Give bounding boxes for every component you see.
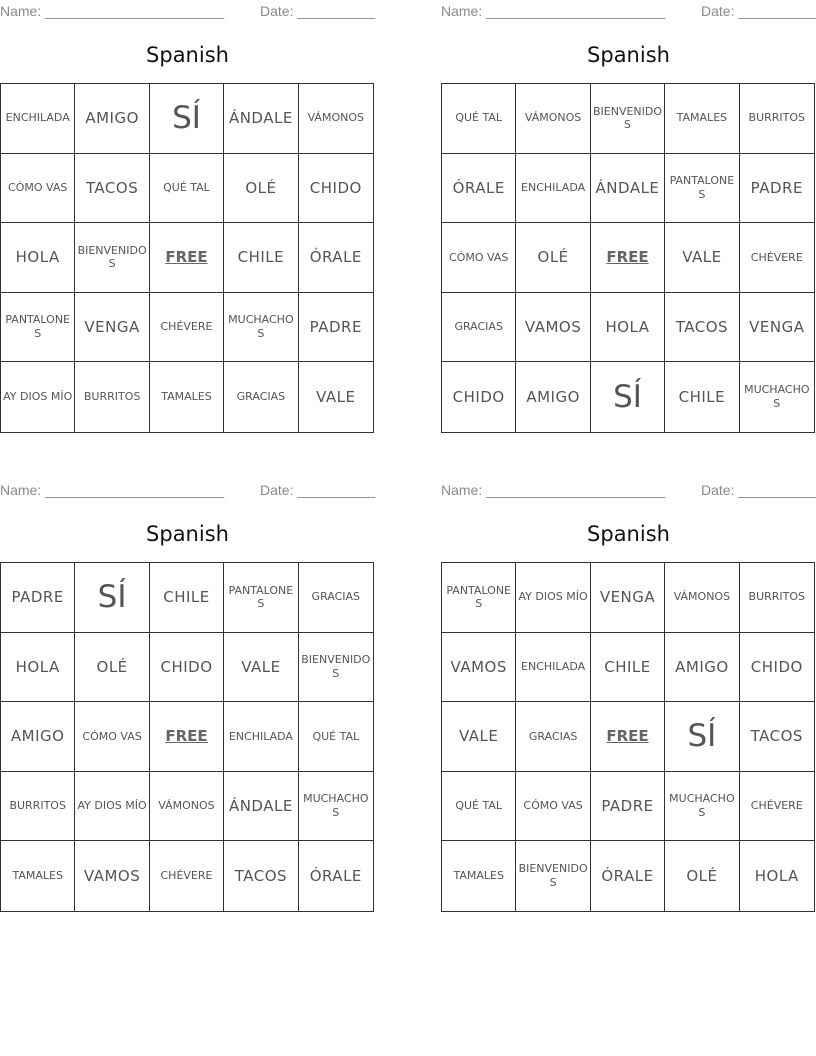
bingo-cell: GRACIAS — [299, 563, 373, 633]
free-space-cell: FREE — [150, 702, 224, 772]
bingo-cell: CHÉVERE — [740, 772, 814, 842]
name-field-label: Name: _______________________ — [441, 3, 666, 19]
bingo-cell: MUCHACHOS — [224, 293, 298, 363]
bingo-cell: HOLA — [591, 293, 665, 363]
bingo-cell: SÍ — [75, 563, 149, 633]
name-field-label: Name: _______________________ — [0, 482, 225, 498]
bingo-cell: TACOS — [224, 841, 298, 911]
bingo-cell: CHIDO — [442, 362, 516, 432]
date-field-label: Date: __________ — [701, 3, 816, 19]
bingo-cell: PANTALONES — [665, 154, 739, 224]
bingo-cell: ÓRALE — [299, 223, 373, 293]
bingo-cell: CÓMO VAS — [442, 223, 516, 293]
bingo-cell: CÓMO VAS — [1, 154, 75, 224]
bingo-cell: VÁMONOS — [150, 772, 224, 842]
bingo-cell: BIENVENIDOS — [516, 841, 590, 911]
bingo-cell: SÍ — [150, 84, 224, 154]
bingo-cell: AY DIOS MÍO — [516, 563, 590, 633]
card-title: Spanish — [587, 522, 670, 546]
bingo-cell: VAMOS — [516, 293, 590, 363]
bingo-cell: BIENVENIDOS — [75, 223, 149, 293]
bingo-cell: CHÉVERE — [740, 223, 814, 293]
bingo-cell: PADRE — [740, 154, 814, 224]
bingo-cell: CÓMO VAS — [75, 702, 149, 772]
bingo-cell: PADRE — [299, 293, 373, 363]
bingo-grid — [441, 562, 815, 912]
bingo-grid — [0, 562, 374, 912]
bingo-cell: ENCHILADA — [516, 154, 590, 224]
bingo-cell: ENCHILADA — [516, 633, 590, 703]
bingo-cell: TACOS — [75, 154, 149, 224]
bingo-cell: PANTALONES — [442, 563, 516, 633]
bingo-cell: BIENVENIDOS — [299, 633, 373, 703]
bingo-cell: CHIDO — [740, 633, 814, 703]
bingo-cell: VÁMONOS — [299, 84, 373, 154]
bingo-cell: AY DIOS MÍO — [75, 772, 149, 842]
bingo-cell: ÁNDALE — [591, 154, 665, 224]
bingo-cell: GRACIAS — [224, 362, 298, 432]
bingo-cell: CHÉVERE — [150, 293, 224, 363]
bingo-cell: AY DIOS MÍO — [1, 362, 75, 432]
bingo-cell: QUÉ TAL — [150, 154, 224, 224]
bingo-cell: OLÉ — [75, 633, 149, 703]
bingo-grid — [0, 83, 374, 433]
bingo-cell: ENCHILADA — [1, 84, 75, 154]
free-space-cell: FREE — [591, 702, 665, 772]
bingo-cell: VÁMONOS — [516, 84, 590, 154]
bingo-cell: VALE — [442, 702, 516, 772]
bingo-cell: VALE — [316, 387, 356, 406]
free-space-cell: FREE — [591, 223, 665, 293]
bingo-cell: AMIGO — [516, 362, 590, 432]
bingo-cell: MUCHACHOS — [744, 383, 810, 411]
bingo-cell: CHILE — [150, 563, 224, 633]
bingo-cell: AMIGO — [1, 702, 75, 772]
bingo-cell: ENCHILADA — [224, 702, 298, 772]
bingo-cell: OLÉ — [665, 841, 739, 911]
bingo-cell: CHILE — [591, 633, 665, 703]
bingo-cell: BIENVENIDOS — [591, 84, 665, 154]
bingo-cell: OLÉ — [516, 223, 590, 293]
bingo-cell: ÁNDALE — [224, 772, 298, 842]
bingo-cell: CÓMO VAS — [516, 772, 590, 842]
bingo-cell: VENGA — [75, 293, 149, 363]
bingo-cell: OLÉ — [224, 154, 298, 224]
bingo-cell: GRACIAS — [516, 702, 590, 772]
bingo-cell: TAMALES — [1, 841, 75, 911]
bingo-cell: VÁMONOS — [665, 563, 739, 633]
bingo-cell: TAMALES — [665, 84, 739, 154]
bingo-cell: CHILE — [224, 223, 298, 293]
name-field-label: Name: _______________________ — [0, 3, 225, 19]
bingo-cell: PANTALONES — [224, 563, 298, 633]
card-title: Spanish — [146, 43, 229, 67]
bingo-cell: QUÉ TAL — [299, 702, 373, 772]
bingo-cell: QUÉ TAL — [442, 772, 516, 842]
bingo-cell: CHIDO — [299, 154, 373, 224]
bingo-cell: TACOS — [740, 702, 814, 772]
bingo-cell: PANTALONES — [1, 293, 75, 363]
bingo-cell: CHILE — [665, 362, 739, 432]
bingo-cell: TAMALES — [442, 841, 516, 911]
bingo-cell: HOLA — [1, 633, 75, 703]
bingo-cell: BURRITOS — [740, 563, 814, 633]
bingo-cell: VENGA — [740, 293, 814, 363]
card-title: Spanish — [587, 43, 670, 67]
card-header — [0, 0, 375, 22]
bingo-cell: BURRITOS — [740, 84, 814, 154]
card-header — [441, 479, 816, 501]
bingo-cell: ÓRALE — [309, 866, 362, 885]
bingo-cell: BURRITOS — [75, 362, 149, 432]
bingo-cell: VAMOS — [442, 633, 516, 703]
card-header — [441, 0, 816, 22]
bingo-cell: CHÉVERE — [150, 841, 224, 911]
date-field-label: Date: __________ — [260, 482, 376, 498]
card-header — [0, 479, 375, 501]
bingo-cell: HOLA — [754, 866, 799, 885]
bingo-cell: AMIGO — [75, 84, 149, 154]
date-field-label: Date: __________ — [260, 3, 376, 19]
name-field-label: Name: _______________________ — [441, 482, 666, 498]
bingo-cell: TAMALES — [150, 362, 224, 432]
bingo-cell: MUCHACHOS — [665, 772, 739, 842]
bingo-cell: VAMOS — [75, 841, 149, 911]
date-field-label: Date: __________ — [701, 482, 816, 498]
bingo-cell: GRACIAS — [442, 293, 516, 363]
bingo-cell: VENGA — [591, 563, 665, 633]
bingo-cell: QUÉ TAL — [442, 84, 516, 154]
bingo-cell: ÓRALE — [591, 841, 665, 911]
bingo-cell: HOLA — [1, 223, 75, 293]
bingo-cell: TACOS — [665, 293, 739, 363]
bingo-cell: SÍ — [665, 702, 739, 772]
bingo-cell: CHIDO — [150, 633, 224, 703]
free-space-cell: FREE — [150, 223, 224, 293]
card-title: Spanish — [146, 522, 229, 546]
bingo-cell: BURRITOS — [1, 772, 75, 842]
bingo-cell: PADRE — [591, 772, 665, 842]
bingo-cell: ÁNDALE — [224, 84, 298, 154]
bingo-grid — [441, 83, 815, 433]
bingo-cell: SÍ — [591, 362, 665, 432]
bingo-cell: VALE — [665, 223, 739, 293]
bingo-cell: ÓRALE — [442, 154, 516, 224]
bingo-cell: AMIGO — [665, 633, 739, 703]
bingo-cell: PADRE — [1, 563, 75, 633]
bingo-cell: MUCHACHOS — [299, 772, 373, 842]
bingo-cell: VALE — [224, 633, 298, 703]
